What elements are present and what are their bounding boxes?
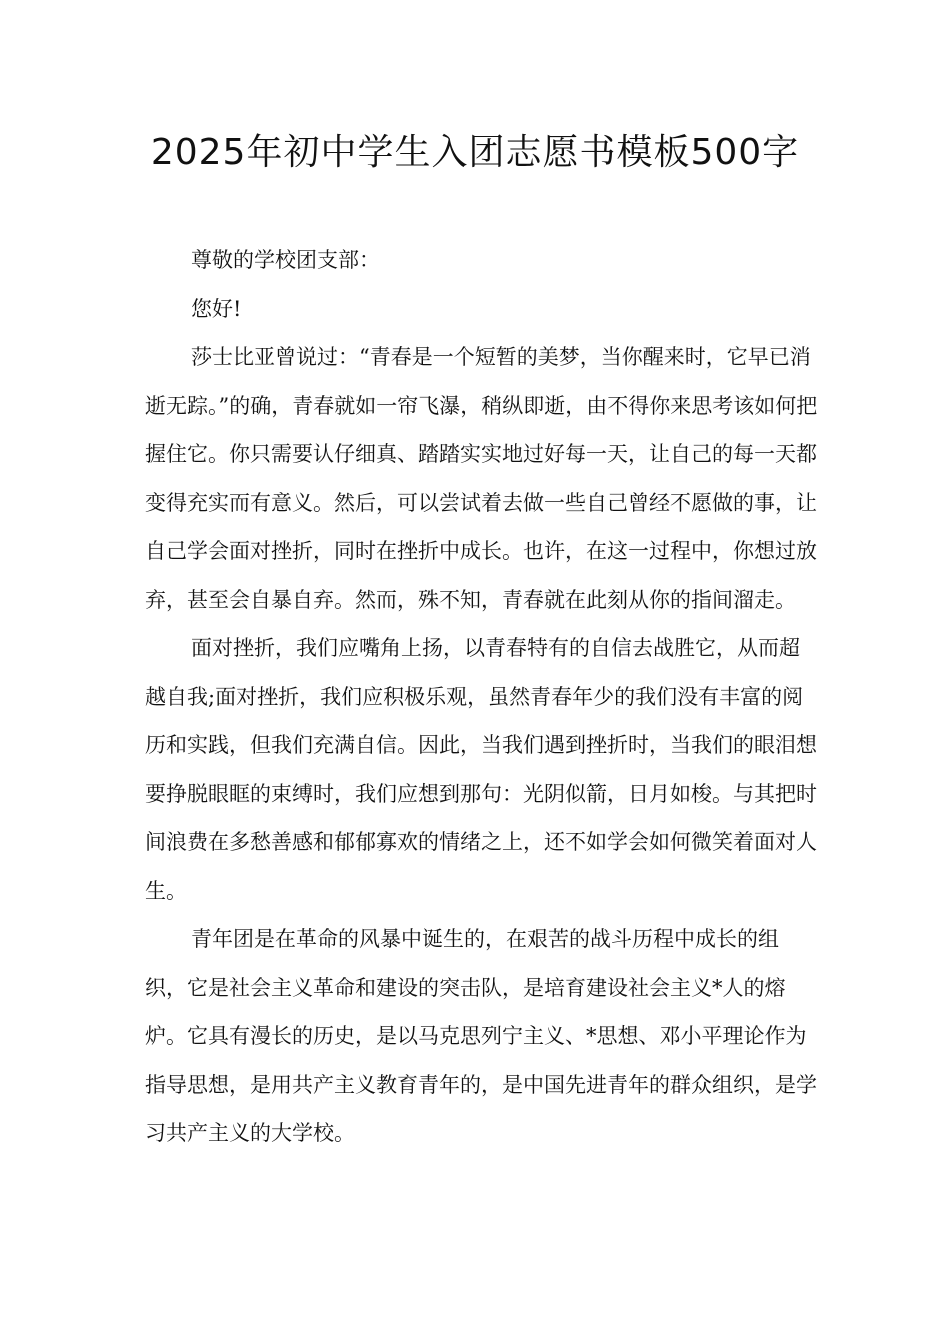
greeting: 您好! — [191, 296, 242, 321]
salutation: 尊敬的学校团支部： — [191, 248, 380, 272]
paragraph-1: 莎士比亚曾说过：“青春是一个短暂的美梦，当你醒来时，它早已消逝无踪。”的确，青春就如一帘飞瀑，稍纵即逝，由不得你来思考该如何把握住它。你只需要认仔细真、踏踏实实地过好每一天，让自己的每一天都变得充实而有意义。然后，可以尝试着去做一些自己曾经不愿做的事，让自己学会面对挫折，同时在挫折中成长。也许，在这一过程中，你想过放弃，甚至会自暴自弃。然而，殊不知，青春就在此刻从你的指间溜走。 — [145, 345, 818, 612]
document-body — [145, 236, 820, 1158]
document-title: 2025年初中学生入团志愿书模板500字 — [150, 132, 800, 173]
paragraph-3: 青年团是在革命的风暴中诞生的，在艰苦的战斗历程中成长的组织，它是社会主义革命和建设的突击队，是培育建设社会主义*人的熔炉。它具有漫长的历史，是以马克思列宁主义、*思想、邓小平理论作为指导思想，是用共产主义教育青年的，是中国先进青年的群众组织，是学习共产主义的大学校。 — [145, 927, 817, 1145]
paragraph-2: 面对挫折，我们应嘴角上扬，以青春特有的自信去战胜它，从而超越自我;面对挫折，我们应积极乐观，虽然青春年少的我们没有丰富的阅历和实践，但我们充满自信。因此，当我们遇到挫折时，当我们的眼泪想要挣脱眼眶的束缚时，我们应想到那句：光阴似箭，日月如梭。与其把时间浪费在多愁善感和郁郁寡欢的情绪之上，还不如学会如何微笑着面对人生。 — [145, 636, 817, 903]
